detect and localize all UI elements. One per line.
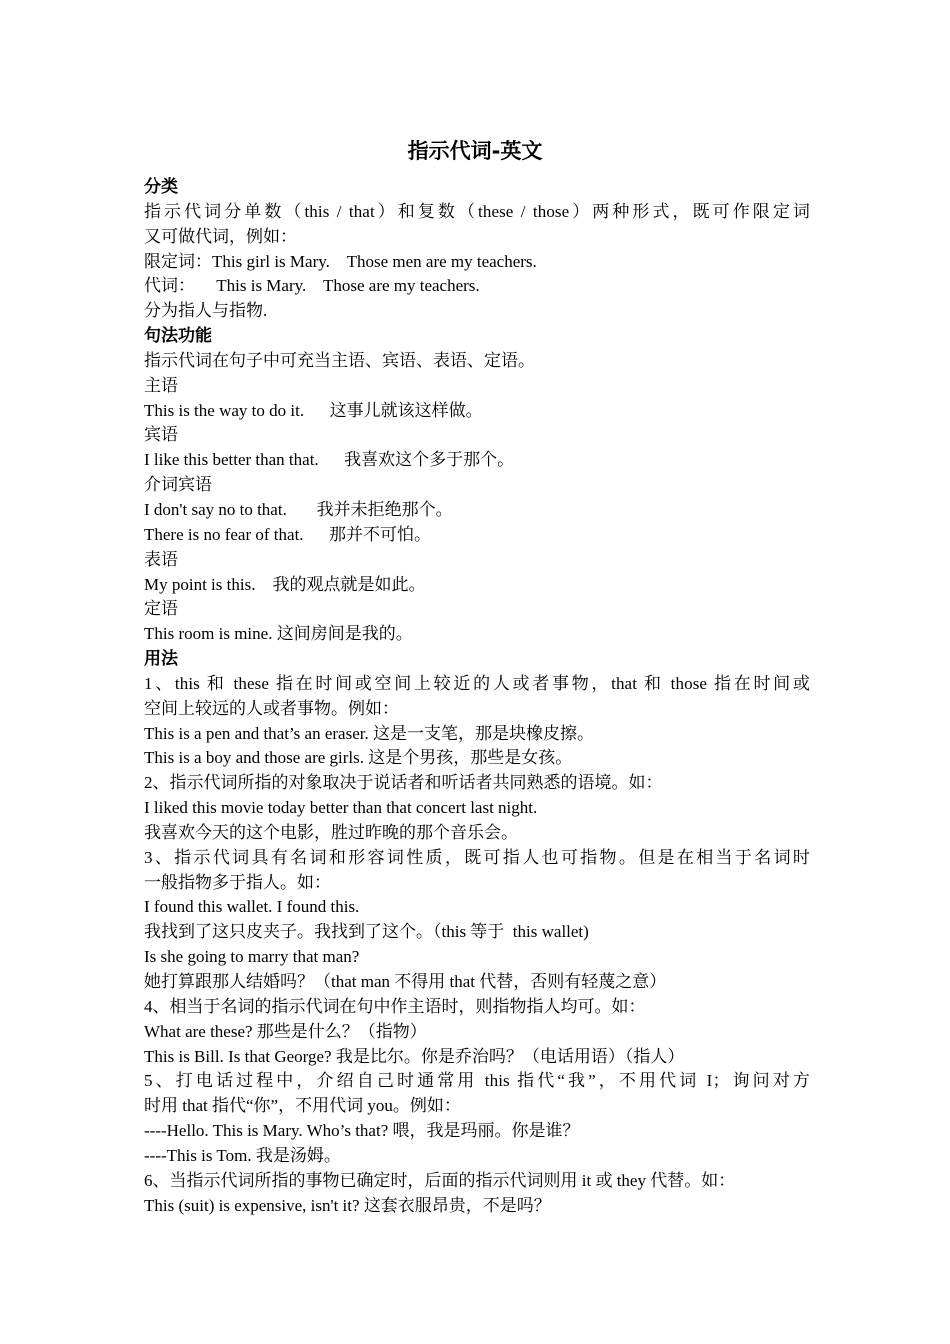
text-line: Is she going to marry that man? [144, 947, 360, 967]
text-line: 空间上较远的人或者事物。例如： [144, 698, 399, 718]
text-line: 表语 [144, 549, 178, 569]
text-line: 时用 that 指代“你”，不用代词 you。例如： [144, 1096, 461, 1116]
text-line: This (suit) is expensive, isn't it? 这套衣服昂贵，不是吗？ [144, 1195, 551, 1215]
text-line: 又可做代词，例如： [144, 226, 297, 246]
text-line: 宾语 [144, 425, 178, 445]
section-heading: 分类 [144, 177, 178, 197]
text-line: There is no fear of that. 那并不可怕。 [144, 524, 432, 544]
text-line: This is a pen and that’s an eraser. 这是一支笔，那是块橡皮擦。 [144, 723, 594, 743]
text-line: 5、打电话过程中，介绍自己时通常用 this 指代“我”，不用代词 I；询问对方 [144, 1071, 810, 1091]
text-line: 主语 [144, 375, 178, 395]
text-line: 我喜欢今天的这个电影，胜过昨晚的那个音乐会。 [144, 822, 518, 842]
text-line: This is Bill. Is that George? 我是比尔。你是乔治吗？（电话用语）（指人） [144, 1046, 685, 1066]
text-line: 限定词：This girl is Mary. Those men are my teachers. [144, 251, 537, 271]
text-line: 6、当指示代词所指的事物已确定时，后面的指示代词则用 it 或 they 代替。如： [144, 1170, 736, 1190]
text-line: 介词宾语 [144, 475, 212, 495]
text-line: 我找到了这只皮夹子。我找到了这个。（this 等于 this wallet) [144, 922, 589, 942]
text-line: ----Hello. This is Mary. Who’s that? 喂，我是玛丽。你是谁？ [144, 1121, 580, 1141]
text-line: ----This is Tom. 我是汤姆。 [144, 1145, 341, 1165]
text-line: 一般指物多于指人。如： [144, 872, 331, 892]
text-line: This is the way to do it. 这事儿就该这样做。 [144, 400, 483, 420]
text-line: 4、相当于名词的指示代词在句中作主语时，则指物指人均可。如： [144, 996, 646, 1016]
text-line: I liked this movie today better than that concert last night. [144, 798, 538, 818]
text-line: This room is mine. 这间房间是我的。 [144, 624, 413, 644]
section-heading: 句法功能 [144, 326, 212, 347]
text-line: 指示代词分单数（this / that）和复数（these / those）两种形式，既可作限定词 [144, 201, 810, 221]
section-heading: 用法 [144, 649, 178, 670]
text-line: What are these? 那些是什么？（指物） [144, 1021, 427, 1041]
text-line: I found this wallet. I found this. [144, 897, 360, 917]
text-line: 指示代词在句子中可充当主语、宾语、表语、定语。 [144, 350, 535, 370]
document-body [144, 175, 810, 1218]
text-line: This is a boy and those are girls. 这是个男孩，那些是女孩。 [144, 748, 573, 768]
document-title: 指示代词-英文 [407, 139, 543, 163]
text-line: 1、this 和 these 指在时间或空间上较近的人或者事物，that 和 those 指在时间或 [144, 673, 810, 693]
text-line: 定语 [144, 599, 178, 619]
text-line: 她打算跟那人结婚吗？（that man 不得用 that 代替，否则有轻蔑之意） [144, 972, 667, 991]
text-line: 3、指示代词具有名词和形容词性质，既可指人也可指物。但是在相当于名词时 [144, 847, 810, 867]
text-line: I like this better than that. 我喜欢这个多于那个。 [144, 450, 515, 470]
text-line: 分为指人与指物. [144, 301, 268, 321]
text-line: 代词： This is Mary. Those are my teachers. [144, 276, 480, 296]
text-line: 2、指示代词所指的对象取决于说话者和听话者共同熟悉的语境。如： [144, 773, 663, 793]
text-line: My point is this. 我的观点就是如此。 [144, 574, 426, 594]
text-line: I don't say no to that. 我并未拒绝那个。 [144, 499, 453, 519]
